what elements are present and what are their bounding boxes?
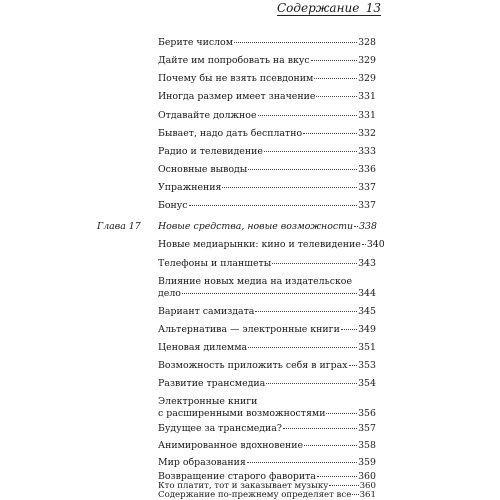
dot-leader [272, 263, 357, 264]
dot-leader [303, 133, 357, 134]
dot-leader [354, 226, 358, 227]
toc-entry[interactable]: Почему бы не взять псевдоним 329 [158, 73, 376, 84]
dot-leader [248, 347, 357, 348]
dot-leader [283, 428, 357, 429]
dot-leader [255, 311, 357, 312]
toc-entry[interactable]: Влияние новых медиа на издательское дело 344 [158, 276, 376, 299]
toc-entry[interactable]: Анимированное вдохновение 358 [158, 440, 376, 451]
dot-leader [182, 293, 357, 294]
chapter-label: Глава 17 [97, 221, 141, 232]
toc-entry[interactable]: Берите числом 328 [158, 37, 376, 48]
dot-leader [329, 485, 358, 486]
toc-chapter-title[interactable]: Новые средства, новые возможности 338 [158, 221, 377, 232]
toc-entry[interactable]: Возвращение старого фаворита 360 [158, 471, 376, 482]
section-title: Содержание [277, 1, 360, 15]
dot-leader [326, 413, 357, 414]
dot-leader [234, 42, 357, 43]
dot-leader [248, 169, 357, 170]
toc-entry[interactable]: Альтернатива — электронные книги 349 [158, 324, 376, 335]
dot-leader [258, 115, 358, 116]
dot-leader [222, 187, 357, 188]
toc-entry[interactable]: Бонус 337 [158, 200, 376, 211]
dot-leader [349, 365, 358, 366]
toc-entry[interactable]: Содержание по-прежнему определяет все 361 [158, 491, 376, 500]
dot-leader [362, 244, 366, 245]
dot-leader [189, 205, 358, 206]
toc-entry[interactable]: Новые медиарынки: кино и телевидение 340 [158, 239, 385, 250]
dot-leader [317, 476, 357, 477]
toc-entry[interactable]: Иногда размер имеет значение 331 [158, 91, 376, 102]
toc-entry[interactable]: Кто платит, тот и заказывает музыку 360 [158, 481, 376, 491]
toc-entry[interactable]: Телефоны и планшеты 343 [158, 258, 376, 269]
toc-entry[interactable]: Возможность приложить себя в играх 353 [158, 360, 376, 371]
toc-entry[interactable]: Вариант самиздата 345 [158, 306, 376, 317]
toc-entry[interactable]: Упражнения 337 [158, 182, 376, 193]
dot-leader [352, 494, 358, 495]
page-number: 13 [365, 1, 381, 15]
toc-entry[interactable]: Бывает, надо дать бесплатно 332 [158, 128, 376, 139]
toc-entry[interactable]: Мир образования 359 [158, 457, 376, 468]
dot-leader [311, 60, 357, 61]
toc-entry[interactable]: Радио и телевидение 333 [158, 146, 376, 157]
dot-leader [247, 462, 357, 463]
dot-leader [316, 96, 357, 97]
toc-entry[interactable]: Основные выводы 336 [158, 164, 376, 175]
dot-leader [341, 329, 357, 330]
dot-leader [314, 78, 357, 79]
toc-entry[interactable]: Дайте им попробовать на вкус 329 [158, 55, 376, 66]
dot-leader [264, 151, 357, 152]
toc-entry[interactable]: Будущее за трансмедиа? 357 [158, 423, 376, 434]
toc-entry[interactable]: Ценовая дилемма 351 [158, 342, 376, 353]
toc-entry[interactable]: Отдавайте должное 331 [158, 110, 376, 121]
toc-entry[interactable]: Развитие трансмедиа 354 [158, 378, 376, 389]
toc-entry[interactable]: Электронные книги с расширенными возможностями 356 [158, 396, 376, 419]
dot-leader [266, 383, 357, 384]
dot-leader [304, 445, 357, 446]
